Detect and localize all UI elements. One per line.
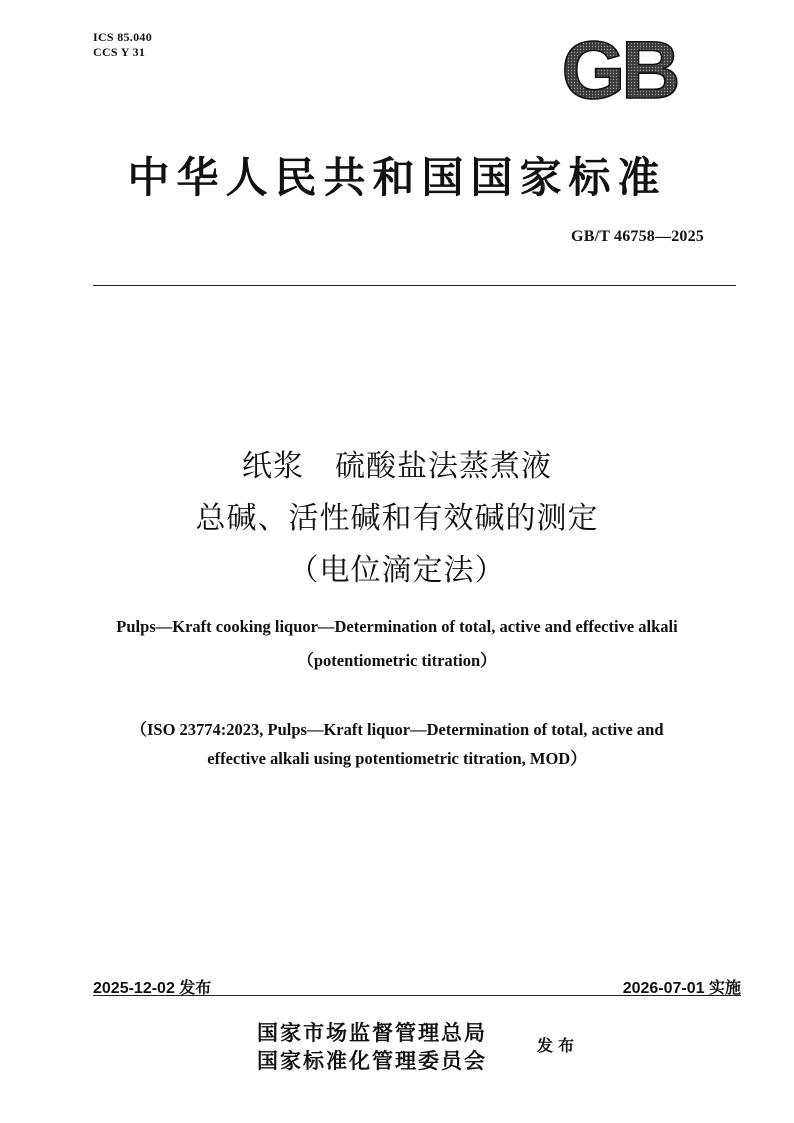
date-divider — [93, 995, 741, 996]
chinese-title-line-1: 纸浆 硫酸盐法蒸煮液 — [242, 449, 552, 484]
issuing-authorities — [257, 1019, 487, 1075]
gb-logo — [540, 30, 698, 104]
classification-codes — [93, 30, 152, 60]
ccs-code: CCS Y 31 — [93, 45, 146, 59]
english-title-line-1: Pulps—Kraft cooking liquor—Determination of total, active and effective alkali — [116, 617, 678, 636]
iso-reference-line-2: effective alkali using potentiometric titration, MOD） — [207, 749, 587, 768]
chinese-title-line-2: 总碱、活性碱和有效碱的测定 — [195, 501, 599, 536]
national-standard-title: 中华人民共和国国家标准 — [127, 153, 667, 202]
issuer-samr: 国家市场监督管理总局 — [257, 1020, 487, 1045]
issuer-sac: 国家标准化管理委员会 — [257, 1048, 487, 1073]
issue-date: 2025-12-02 发布 — [93, 980, 212, 997]
ics-code: ICS 85.040 — [93, 30, 153, 44]
issue-label: 发布 — [537, 1036, 580, 1055]
english-title-line-2: （potentiometric titration） — [297, 651, 497, 670]
chinese-title-line-3: （电位滴定法） — [288, 553, 506, 588]
gb-logo-letters: GB — [561, 30, 677, 104]
header-divider — [93, 285, 736, 286]
iso-reference-line-1: （ISO 23774:2023, Pulps—Kraft liquor—Determination of total, active and — [130, 720, 664, 739]
implementation-date: 2026-07-01 实施 — [622, 980, 741, 997]
standard-number: GB/T 46758—2025 — [571, 228, 704, 245]
